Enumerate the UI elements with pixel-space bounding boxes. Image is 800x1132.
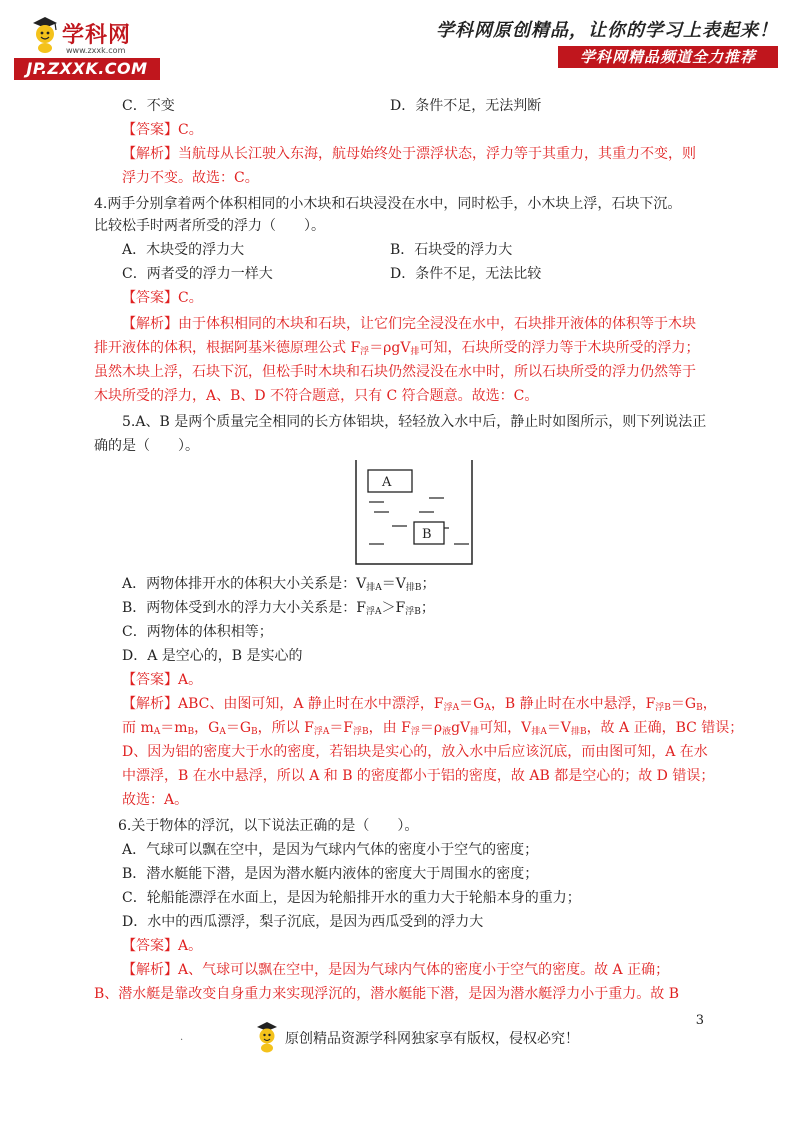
question-6: 6.关于物体的浮沉，以下说法正确的是（ ）。 [118,818,419,834]
answer-line: 【答案】A。 [122,938,203,954]
analysis-line: 木块所受的浮力，A、B、D 不符合题意，只有 C 符合题意。故选：C。 [94,388,539,404]
option-row [122,94,542,118]
text-span: ＝V [546,720,571,736]
answer-line: 【答案】A。 [122,672,203,688]
page-number: 3 [695,1013,704,1028]
analysis-line: D、因为铝的密度大于水的密度，若铝块是实心的，放入水中后应该沉底，而由图可知，A 在水 [122,744,708,760]
mascot-icon [30,14,60,54]
text-span: ， [702,696,717,712]
question-5: 5.A、B 是两个质量完全相同的长方体铝块，轻轻放入水中后，静止时如图所示，则下列说法正 [122,414,707,430]
text-span: ＝F [329,720,354,736]
text-span: ，G [194,720,220,736]
analysis-line: 【解析】由于体积相同的木块和石块，让它们完全浸没在水中，石块排开液体的体积等于木块 [122,316,696,332]
subscript: 浮B [405,607,421,617]
block-b-label: B [422,527,432,542]
analysis-line: 中漂浮，B 在水中悬浮，所以 A 和 B 的密度都小于铝的密度，故 AB 都是空心的；故 D 错误； [122,768,715,784]
text-span: 【解析】ABC、由图可知，A 静止时在水中漂浮，F [122,696,444,712]
text-span: B．两物体受到水的浮力大小关系是：F [122,600,367,616]
subscript: A [484,703,491,713]
page-header [0,0,800,90]
text-span: A．两物体排开水的体积大小关系是：V [122,576,367,592]
beaker-figure [354,460,474,566]
option-row [122,238,513,262]
option-c: C．不变 [122,98,175,114]
answer-line: 【答案】C。 [122,290,203,306]
option-d: D．水中的西瓜漂浮，梨子沉底，是因为西瓜受到的浮力大 [122,914,484,930]
subscript: 排B [405,583,422,593]
option-b: B．潜水艇能下潜，是因为潜水艇内液体的密度大于周围水的密度； [122,866,539,882]
text-span: 可知，V [479,720,532,736]
analysis-line: 虽然木块上浮，石块下沉，但松手时木块和石块仍然浸没在水中时，所以石块所受的浮力仍然等于 [94,364,696,380]
subscript: B [187,727,195,737]
text-span: ，由 F [368,720,411,736]
question-5-cont: 确的是（ ）。 [94,438,199,454]
subscript: 排B [570,727,587,737]
text-span: ，B 静止时在水中悬浮，F [490,696,656,712]
text-span: ＝G [670,696,697,712]
text-span: ，故 A 正确，BC 错误； [586,720,744,736]
zxxk-logo[interactable] [14,12,164,82]
text-span: 可知，石块所受的浮力等于木块所受的浮力； [419,340,700,356]
question-4: 4.两手分别拿着两个体积相同的小木块和石块浸没在水中，同时松手，小木块上浮，石块下沉。 [94,196,682,212]
text-span: ＝G [459,696,485,712]
header-slogan-bar: 学科网精品频道全力推荐 [558,46,778,68]
subscript: 排 [470,727,480,737]
subscript: 浮 [360,347,370,357]
subscript: 液 [442,727,452,737]
logo-title: 学科网 [62,23,132,48]
text-span: ，所以 F [257,720,314,736]
footer-dot: . [180,1032,184,1043]
subscript: B [696,703,703,713]
subscript: 浮B [353,727,369,737]
logo-subtitle: www.zxxk.com [66,46,126,55]
mascot-icon [255,1020,279,1054]
analysis-line: 【解析】当航母从长江驶入东海，航母始终处于漂浮状态，浮力等于其重力，其重力不变，则 [122,146,696,162]
question-4-cont: 比较松手时两者所受的浮力（ ）。 [94,218,325,234]
subscript: 排A [366,583,382,593]
text-span: ＝ρgV [369,340,411,356]
text-span: ； [421,576,436,592]
option-d: D．A 是空心的，B 是实心的 [122,648,303,664]
text-span: gV [451,720,471,736]
text-span: ＝m [160,720,188,736]
text-span: 而 m [122,720,154,736]
text-span: ＝G [225,720,252,736]
text-span: ＞F [381,600,406,616]
text-span: ＝V [381,576,406,592]
analysis-line: 故选：A。 [122,792,189,808]
option-c: C．两物体的体积相等； [122,624,273,640]
option-a: A．气球可以飘在空中，是因为气球内气体的密度小于空气的密度； [122,842,539,858]
subscript: 排A [531,727,547,737]
logo-top [14,12,164,56]
text-span: 排开液体的体积，根据阿基米德原理公式 F [94,340,361,356]
option-d: D．条件不足，无法比较 [390,266,542,282]
subscript: A [219,727,226,737]
subscript: 浮A [443,703,460,713]
subscript: B [251,727,258,737]
option-c: C．两者受的浮力一样大 [122,266,273,282]
text-span: ＝ρ [419,720,443,736]
option-c: C．轮船能漂浮在水面上，是因为轮船排开水的重力大于轮船本身的重力； [122,890,581,906]
subscript: 浮B [655,703,671,713]
subscript: A [153,727,161,737]
option-b: B．石块受的浮力大 [390,242,513,258]
block-a-label: A [382,475,392,490]
answer-line: 【答案】C。 [122,122,203,138]
subscript: 浮 [410,727,420,737]
option-d: D．条件不足，无法判断 [390,98,542,114]
analysis-line: 【解析】A、气球可以飘在空中，是因为气球内气体的密度小于空气的密度。故 A 正确； [122,962,670,978]
logo-domain: JP.ZXXK.COM [14,58,160,80]
copyright-text: 原创精品资源学科网独家享有版权，侵权必究！ [285,1031,579,1047]
subscript: 浮A [366,607,382,617]
header-slogan: 学科网原创精品，让你的学习上表起来！ [436,20,778,41]
option-row [122,262,542,286]
option-a: A．木块受的浮力大 [122,242,245,258]
subscript: 浮A [313,727,330,737]
analysis-line: B、潜水艇是靠改变自身重力来实现浮沉的，潜水艇能下潜，是因为潜水艇浮力小于重力。故 B [94,986,680,1002]
subscript: 排 [410,347,420,357]
analysis-line: 浮力不变。故选：C。 [122,170,259,186]
text-span: ； [420,600,435,616]
